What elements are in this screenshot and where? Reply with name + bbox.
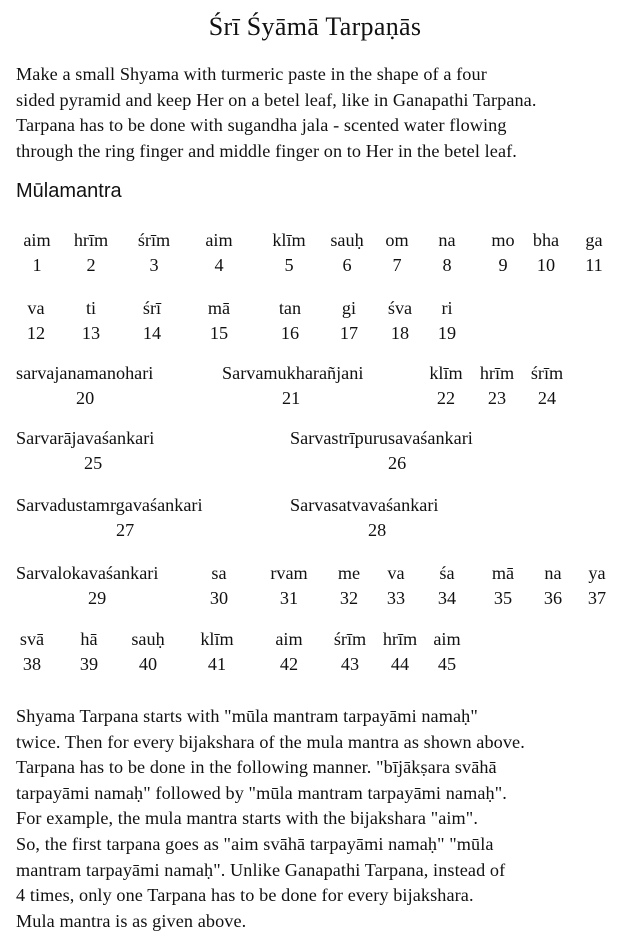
syllable-text: sa [211, 563, 227, 583]
syllable-text: tan [278, 298, 302, 318]
word-text: Sarvamukharañjani [222, 363, 364, 383]
intro-line: sided pyramid and keep Her on a betel leaf, like in Ganapathi Tarpana. [16, 89, 537, 110]
syllable-number: 42 [279, 654, 299, 674]
word-text: Sarvastrīpurusavaśankari [290, 428, 473, 448]
syllable-number: 16 [280, 323, 300, 343]
intro-line: Tarpana has to be done with sugandha jala - scented water flowing [16, 115, 507, 136]
word-number: 20 [76, 388, 95, 408]
syllable-number: 40 [138, 654, 158, 674]
syllable-number: 30 [209, 588, 229, 608]
syllable-text: klīm [429, 363, 463, 383]
syllable-number: 9 [498, 255, 508, 275]
syllable-number: 14 [142, 323, 162, 343]
word-number: 21 [282, 388, 301, 408]
syllable-text: hrīm [73, 230, 109, 250]
section-heading: Mūlamantra [16, 180, 122, 202]
mantra-word [222, 362, 363, 409]
syllable-number: 34 [437, 588, 457, 608]
syllable-text: aim [433, 629, 461, 649]
mantra-word [290, 427, 473, 474]
mantra-word [16, 494, 203, 541]
mantra-syllable [177, 628, 257, 675]
mantra-syllable [179, 562, 259, 609]
mantra-word [290, 494, 438, 541]
closing-line: twice. Then for every bijakshara of the mula mantra as shown above. [16, 731, 525, 752]
syllable-text: śrī [142, 298, 162, 318]
closing-line: So, the first tarpana goes as "aim svāhā tarpayāmi namaḥ" "mūla [16, 833, 494, 854]
syllable-number: 13 [81, 323, 101, 343]
syllable-number: 18 [390, 323, 410, 343]
mantra-syllable [108, 628, 188, 675]
closing-line: Mula mantra is as given above. [16, 910, 247, 931]
syllable-text: ri [441, 298, 453, 318]
syllable-number: 15 [209, 323, 229, 343]
syllable-text: na [438, 230, 456, 250]
syllable-text: me [337, 563, 361, 583]
closing-line: mantram tarpayāmi namaḥ". Unlike Ganapathi Tarpana, instead of [16, 859, 506, 880]
syllable-number: 2 [86, 255, 96, 275]
syllable-text: va [387, 563, 405, 583]
word-text: Sarvasatvavaśankari [290, 495, 439, 515]
syllable-number: 5 [284, 255, 294, 275]
syllable-number: 8 [442, 255, 452, 275]
syllable-number: 35 [493, 588, 513, 608]
mantra-syllable [557, 562, 630, 609]
syllable-number: 22 [436, 388, 456, 408]
closing-paragraph [16, 704, 620, 934]
intro-paragraph [16, 62, 620, 164]
syllable-text: hā [80, 629, 98, 649]
word-text: Sarvadustamrgavaśankari [16, 495, 203, 515]
syllable-text: śva [387, 298, 413, 318]
word-text: Sarvarājavaśankari [16, 428, 155, 448]
closing-line: Tarpana has to be done in the following manner. "bījākṣara svāhā [16, 757, 497, 778]
syllable-number: 43 [340, 654, 360, 674]
syllable-text: mo [491, 230, 515, 250]
word-number: 29 [88, 588, 107, 608]
syllable-text: sauḥ [131, 629, 165, 649]
closing-line: 4 times, only one Tarpana has to be done for every bijakshara. [16, 885, 474, 906]
syllable-text: sauḥ [330, 230, 364, 250]
syllable-number: 45 [437, 654, 457, 674]
syllable-number: 7 [392, 255, 402, 275]
word-number: 25 [84, 453, 103, 473]
word-text: sarvajanamanohari [16, 363, 154, 383]
syllable-number: 12 [26, 323, 46, 343]
syllable-text: klīm [200, 629, 234, 649]
syllable-number: 31 [279, 588, 299, 608]
syllable-text: va [27, 298, 45, 318]
syllable-number: 1 [32, 255, 42, 275]
mantra-syllable [407, 628, 487, 675]
word-number: 27 [116, 520, 135, 540]
mantra-word [16, 427, 154, 474]
word-number: 26 [388, 453, 407, 473]
syllable-text: mā [207, 298, 231, 318]
syllable-text: klīm [272, 230, 306, 250]
syllable-number: 44 [390, 654, 410, 674]
syllable-text: aim [205, 230, 233, 250]
syllable-number: 19 [437, 323, 457, 343]
mantra-word [16, 562, 158, 609]
syllable-number: 24 [537, 388, 557, 408]
intro-line: through the ring finger and middle finger on to Her in the betel leaf. [16, 140, 517, 161]
syllable-number: 4 [214, 255, 224, 275]
syllable-number: 10 [536, 255, 556, 275]
syllable-number: 11 [585, 255, 603, 275]
syllable-text: aim [275, 629, 303, 649]
syllable-text: rvam [270, 563, 308, 583]
syllable-text: śrīm [137, 230, 171, 250]
mantra-syllable [179, 297, 259, 344]
syllable-text: ti [85, 298, 97, 318]
syllable-text: śrīm [530, 363, 564, 383]
mantra-syllable [407, 297, 487, 344]
syllable-text: om [385, 230, 409, 250]
syllable-number: 33 [386, 588, 406, 608]
mantra-syllable [507, 362, 587, 409]
mantra-syllable [179, 229, 259, 276]
syllable-number: 23 [487, 388, 507, 408]
page-title: Śrī Śyāmā Tarpaṇās [208, 12, 422, 41]
word-text: Sarvalokavaśankari [16, 563, 159, 583]
closing-line: tarpayāmi namaḥ" followed by "mūla mantram tarpayāmi namaḥ". [16, 782, 507, 803]
syllable-number: 3 [149, 255, 159, 275]
syllable-text: mā [491, 563, 515, 583]
syllable-text: śa [439, 563, 455, 583]
syllable-number: 39 [79, 654, 99, 674]
syllable-text: hrīm [382, 629, 418, 649]
syllable-text: hrīm [479, 363, 515, 383]
syllable-number: 38 [22, 654, 42, 674]
syllable-text: aim [23, 230, 51, 250]
syllable-number: 36 [543, 588, 563, 608]
syllable-number: 6 [342, 255, 352, 275]
syllable-text: gi [341, 298, 357, 318]
word-number: 28 [368, 520, 387, 540]
syllable-text: svā [19, 629, 45, 649]
syllable-text: ga [585, 230, 603, 250]
closing-line: For example, the mula mantra starts with the bijakshara "aim". [16, 808, 478, 829]
syllable-number: 17 [339, 323, 359, 343]
intro-line: Make a small Shyama with turmeric paste in the shape of a four [16, 64, 487, 84]
syllable-number: 32 [339, 588, 359, 608]
closing-line: Shyama Tarpana starts with "mūla mantram tarpayāmi namaḥ" [16, 706, 478, 726]
mantra-word [16, 362, 153, 409]
syllable-number: 41 [207, 654, 227, 674]
syllable-text: śrīm [333, 629, 367, 649]
syllable-text: bha [532, 230, 560, 250]
syllable-text: ya [588, 563, 606, 583]
mantra-syllable [554, 229, 630, 276]
syllable-number: 37 [587, 588, 607, 608]
syllable-text: na [544, 563, 562, 583]
